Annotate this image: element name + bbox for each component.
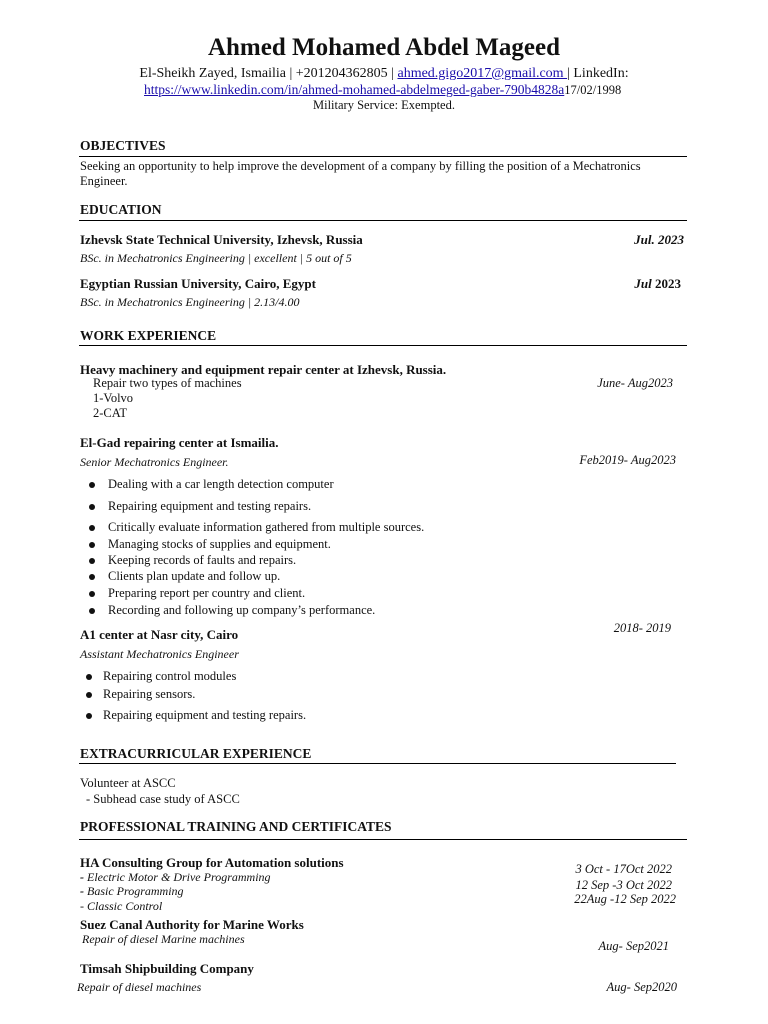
job-1-date: June- Aug2023 bbox=[597, 376, 673, 390]
bullet-marker bbox=[89, 558, 95, 564]
education-date-2 bbox=[634, 276, 681, 292]
extracurricular-heading: EXTRACURRICULAR EXPERIENCE bbox=[80, 746, 312, 761]
training-org-2-item: Repair of diesel Marine machines bbox=[82, 932, 245, 946]
contact-location-phone: El-Sheikh Zayed, Ismailia | +201204362805 | bbox=[139, 66, 398, 81]
job-2-role: Senior Mechatronics Engineer. bbox=[80, 455, 229, 469]
training-org-1-item-1: - Electric Motor & Drive Programming bbox=[80, 870, 271, 884]
bullet-marker bbox=[89, 574, 95, 580]
contact-line bbox=[0, 66, 768, 82]
training-org-1-item-3-text: Classic Control bbox=[87, 899, 163, 913]
job-1-line-2: 1-Volvo bbox=[93, 391, 134, 405]
job-2-bullet-2: Repairing equipment and testing repairs. bbox=[108, 499, 312, 513]
military-status: Military Service: Exempted. bbox=[313, 98, 455, 112]
bullet-marker bbox=[89, 482, 95, 488]
linkedin-label: | LinkedIn: bbox=[567, 66, 629, 81]
work-heading: WORK EXPERIENCE bbox=[80, 328, 217, 343]
education-degree-1: BSc. in Mechatronics Engineering | excellent | 5 out of 5 bbox=[80, 251, 352, 265]
job-2-date: Feb2019- Aug2023 bbox=[579, 453, 676, 467]
job-2-bullet-3: Critically evaluate information gathered from multiple sources. bbox=[108, 520, 425, 534]
bullet-marker bbox=[89, 608, 95, 614]
job-2-title: El-Gad repairing center at Ismailia. bbox=[80, 435, 279, 450]
training-org-1-item-2: - Basic Programming bbox=[80, 884, 184, 898]
job-3-bullet-2: Repairing sensors. bbox=[103, 687, 196, 701]
job-3-bullet-1: Repairing control modules bbox=[103, 669, 237, 683]
training-heading: PROFESSIONAL TRAINING AND CERTIFICATES bbox=[80, 819, 392, 834]
job-3-bullet-3: Repairing equipment and testing repairs. bbox=[103, 708, 307, 722]
training-org-1-item-3: - Classic Control bbox=[80, 899, 163, 913]
job-2-bullet-7: Preparing report per country and client. bbox=[108, 586, 306, 600]
education-date-2-month: Jul bbox=[634, 276, 652, 291]
resume-name: Ahmed Mohamed Abdel Mageed bbox=[207, 34, 561, 61]
training-org-1-date-3: 22Aug -12 Sep 2022 bbox=[574, 892, 676, 906]
education-school-2: Egyptian Russian University, Cairo, Egypt bbox=[80, 276, 316, 291]
training-org-1: HA Consulting Group for Automation solutions bbox=[80, 855, 344, 870]
extracurricular-divider bbox=[79, 763, 676, 764]
job-2-bullet-8: Recording and following up company’s performance. bbox=[108, 603, 376, 617]
job-2-bullet-4: Managing stocks of supplies and equipment. bbox=[108, 537, 331, 551]
birth-date: 17/02/1998 bbox=[564, 83, 622, 97]
job-1-line-3: 2-CAT bbox=[93, 406, 128, 420]
extracurricular-line-2: - Subhead case study of ASCC bbox=[86, 792, 240, 806]
training-org-1-item-1-text: Electric Motor & Drive Programming bbox=[87, 870, 271, 884]
work-divider bbox=[79, 345, 687, 346]
training-org-2-date: Aug- Sep2021 bbox=[598, 939, 669, 953]
training-org-3-date: Aug- Sep2020 bbox=[606, 980, 677, 994]
job-3-title: A1 center at Nasr city, Cairo bbox=[80, 627, 239, 642]
job-1-title: Heavy machinery and equipment repair center at Izhevsk, Russia. bbox=[80, 362, 447, 377]
bullet-marker bbox=[86, 674, 92, 680]
email-link[interactable]: ahmed.gigo2017@gmail.com bbox=[397, 66, 568, 81]
training-org-3: Timsah Shipbuilding Company bbox=[80, 961, 254, 976]
linkedin-line bbox=[144, 82, 621, 98]
objectives-heading: OBJECTIVES bbox=[80, 138, 166, 153]
education-degree-2: BSc. in Mechatronics Engineering | 2.13/4.00 bbox=[80, 295, 300, 309]
linkedin-link[interactable]: https://www.linkedin.com/in/ahmed-mohamed-abdelmeged-gaber-790b4828a bbox=[144, 82, 565, 97]
job-2-bullet-6: Clients plan update and follow up. bbox=[108, 569, 281, 583]
training-org-1-date-1: 3 Oct - 17Oct 2022 bbox=[575, 862, 672, 876]
bullet-marker bbox=[86, 692, 92, 698]
training-org-2: Suez Canal Authority for Marine Works bbox=[80, 917, 304, 932]
objectives-text-line-1: Seeking an opportunity to help improve the development of a company by filling the position of a Mechatronics bbox=[80, 159, 641, 173]
job-3-role: Assistant Mechatronics Engineer bbox=[80, 647, 239, 661]
objectives-text-line-2: Engineer. bbox=[80, 174, 128, 188]
bullet-marker bbox=[89, 525, 95, 531]
bullet-marker bbox=[89, 504, 95, 510]
training-divider bbox=[79, 839, 687, 840]
job-3-date: 2018- 2019 bbox=[613, 621, 671, 635]
bullet-marker bbox=[89, 591, 95, 597]
job-2-bullet-1: Dealing with a car length detection computer bbox=[108, 477, 334, 491]
education-school-1: Izhevsk State Technical University, Izhevsk, Russia bbox=[80, 232, 363, 247]
training-org-3-item: Repair of diesel machines bbox=[77, 980, 202, 994]
education-date-2-year: 2023 bbox=[651, 276, 681, 291]
education-heading: EDUCATION bbox=[80, 202, 162, 217]
training-org-1-item-2-text: Basic Programming bbox=[87, 884, 184, 898]
bullet-marker bbox=[89, 542, 95, 548]
education-date-1: Jul. 2023 bbox=[634, 232, 684, 247]
training-org-1-date-2: 12 Sep -3 Oct 2022 bbox=[575, 878, 672, 892]
job-2-bullet-5: Keeping records of faults and repairs. bbox=[108, 553, 297, 567]
job-1-line-1: Repair two types of machines bbox=[93, 376, 242, 390]
extracurricular-line-1: Volunteer at ASCC bbox=[80, 776, 176, 790]
bullet-marker bbox=[86, 713, 92, 719]
education-divider bbox=[79, 220, 687, 221]
objectives-divider bbox=[79, 156, 687, 157]
